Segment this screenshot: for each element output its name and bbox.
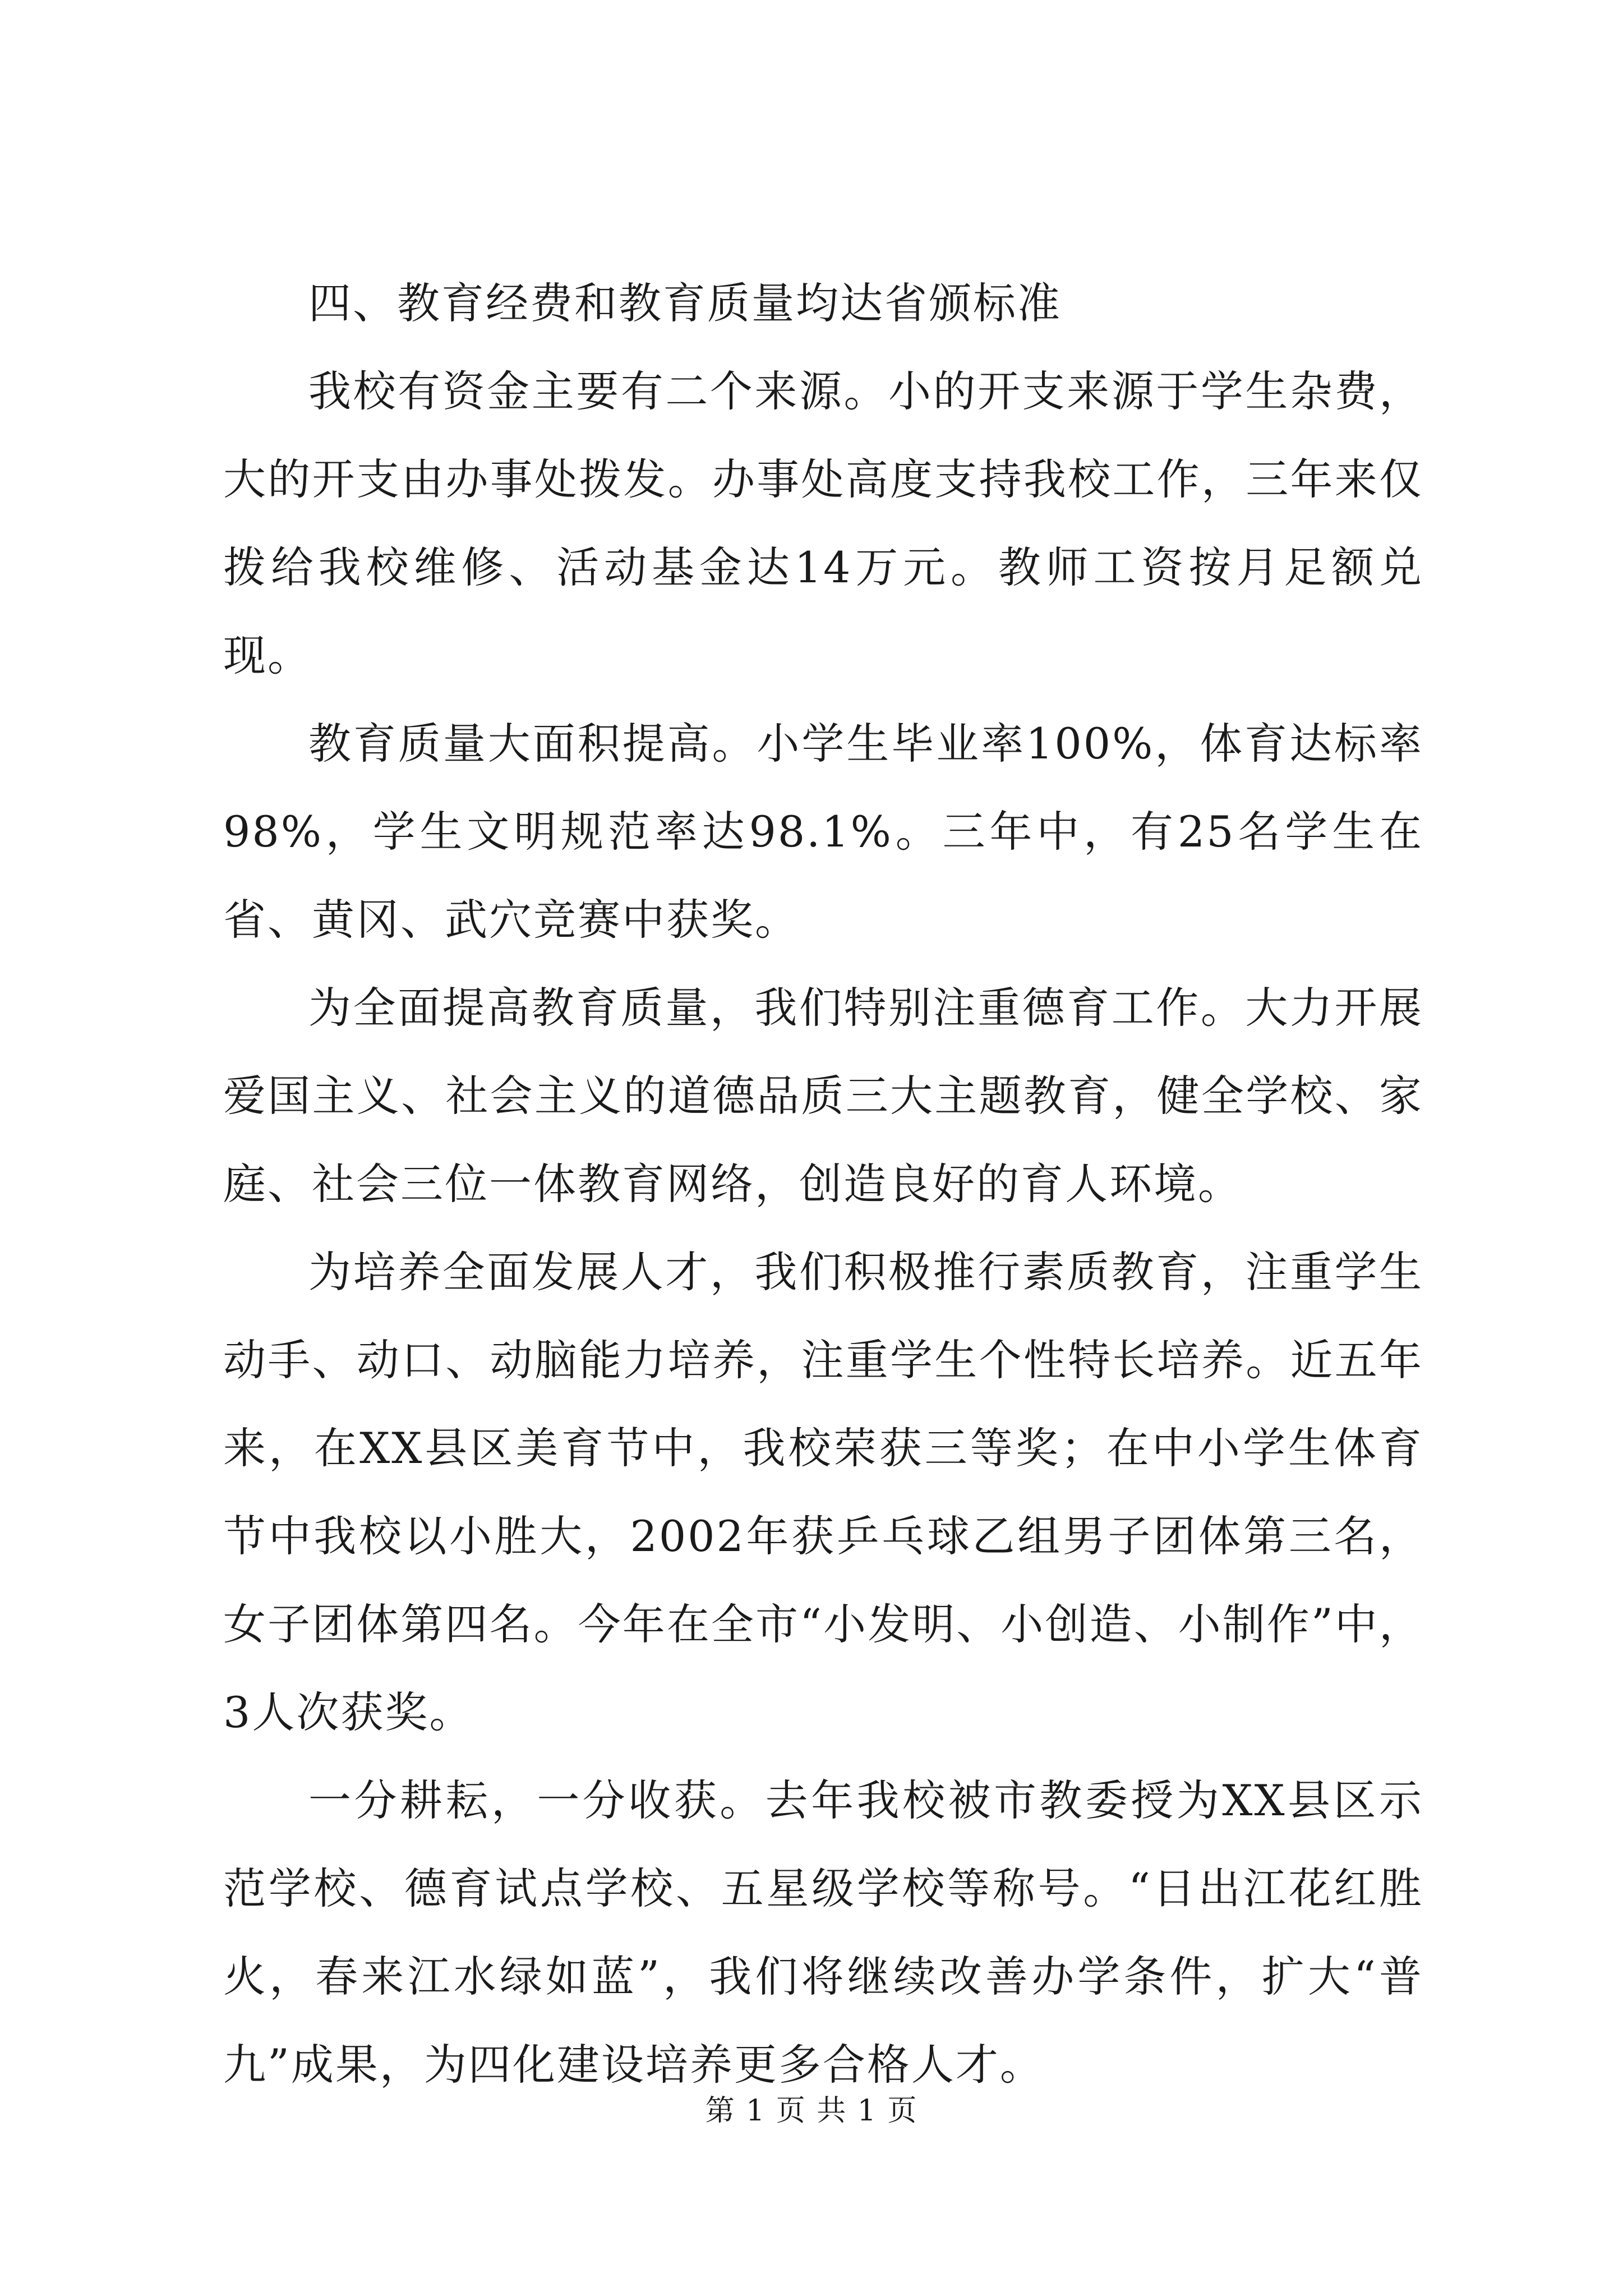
page-number-footer: 第 1 页 共 1 页 — [705, 2094, 918, 2128]
paragraph-quality: 教育质量大面积提高。小学生毕业率100%，体育达标率98%，学生文明规范率达98.1%。三年中，有25名学生在省、黄冈、武穴竞赛中获奖。 — [223, 719, 1423, 945]
paragraph-achievements: 一分耕耘，一分收获。去年我校被市教委授为XX县区示范学校、德育试点学校、五星级学校等称号。“日出江花红胜火，春来江水绿如蓝”，我们将继续改善办学条件，扩大“普九”成果，为四化建设培养更多合格人才。 — [223, 1775, 1423, 2090]
paragraph-moral-education: 为全面提高教育质量，我们特别注重德育工作。大力开展爱国主义、社会主义的道德品质三大主题教育，健全学校、家庭、社会三位一体教育网络，创造良好的育人环境。 — [223, 983, 1423, 1209]
paragraph-quality-education: 为培养全面发展人才，我们积极推行素质教育，注重学生动手、动口、动脑能力培养，注重学生个性特长培养。近五年来，在XX县区美育节中，我校荣获三等奖；在中小学生体育节中我校以小胜大，2002年获乒乓球乙组男子团体第三名，女子团体第四名。今年在全市“小发明、小创造、小制作”中，3人次获奖。 — [223, 1247, 1423, 1737]
section-heading: 四、教育经费和教育质量均达省颁标准 — [308, 278, 1062, 328]
document-body — [223, 259, 1423, 2109]
paragraph-funding: 我校有资金主要有二个来源。小的开支来源于学生杂费，大的开支由办事处拨发。办事处高度支持我校工作，三年来仅拨给我校维修、活动基金达14万元。教师工资按月足额兑现。 — [223, 366, 1423, 680]
